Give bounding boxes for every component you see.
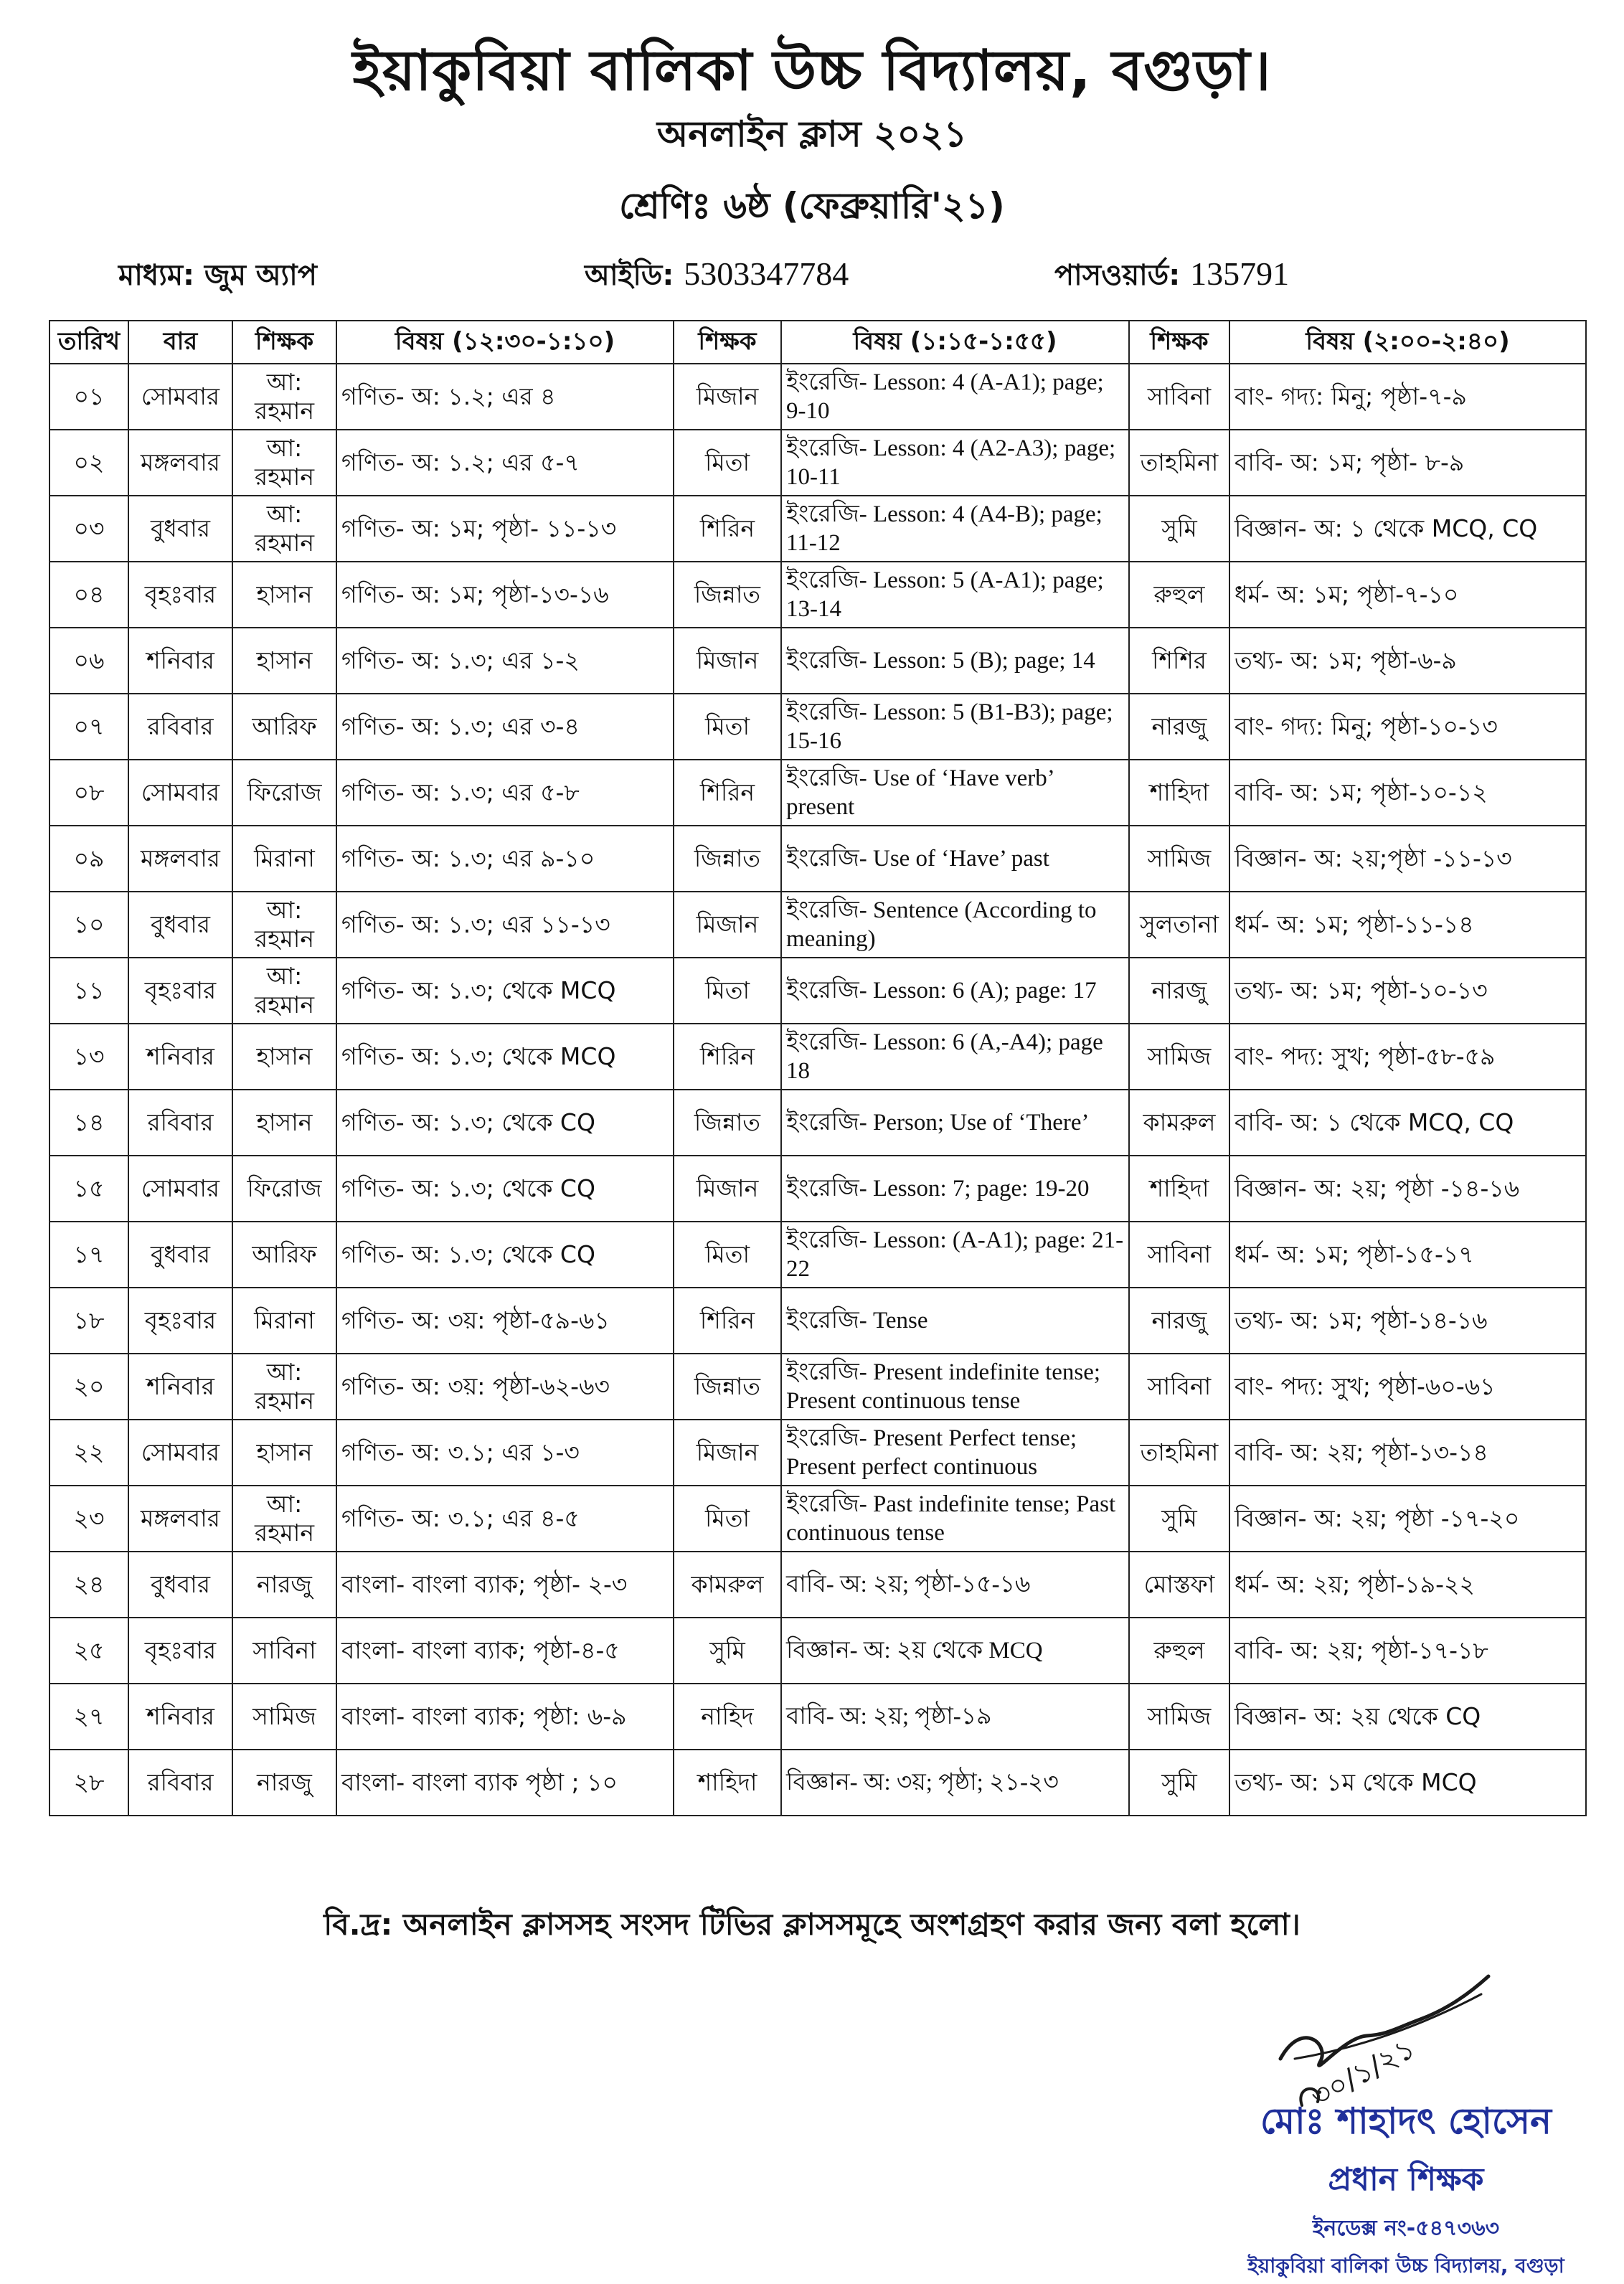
subject-cell: তথ্য- অ: ১ম; পৃষ্ঠা-৬-৯ [1229, 628, 1586, 694]
teacher-cell: মিতা [674, 694, 781, 760]
teacher-cell: মিজান [674, 364, 781, 430]
subject-cell: গণিত- অ: ৩.১; এর ১-৩ [336, 1420, 674, 1486]
subject-cell: ইংরেজি- Lesson: 5 (A-A1); page; 13-14 [781, 562, 1129, 628]
table-row [49, 1750, 1586, 1816]
subject-cell: ধর্ম- অ: ১ম; পৃষ্ঠা-১৫-১৭ [1229, 1222, 1586, 1288]
date-cell: ১১ [49, 958, 128, 1024]
subject-cell: গণিত- অ: ১.৩; থেকে MCQ [336, 1024, 674, 1090]
teacher-cell: শাহিদা [674, 1750, 781, 1816]
date-cell: ২৪ [49, 1552, 128, 1618]
teacher-cell: মিরানা [232, 826, 336, 892]
table-row [49, 1618, 1586, 1684]
meta-medium [118, 253, 317, 301]
teacher-cell: জিন্নাত [674, 1354, 781, 1420]
teacher-cell: আ: রহমান [232, 430, 336, 496]
teacher-cell: মিতা [674, 1486, 781, 1552]
date-cell: ১৩ [49, 1024, 128, 1090]
subject-cell: ইংরেজি- Use of ‘Have’ past [781, 826, 1129, 892]
document-subtitle: অনলাইন ক্লাস ২০২১ [656, 113, 968, 155]
table-row [49, 1222, 1586, 1288]
footer-note: বি.দ্র: অনলাইন ক্লাসসহ সংসদ টিভির ক্লাসসমূহে অংশগ্রহণ করার জন্য বলা হলো। [324, 1907, 1300, 1942]
teacher-cell: রুহুল [1129, 1618, 1229, 1684]
subject-cell: ইংরেজি- Lesson: 4 (A2-A3); page; 10-11 [781, 430, 1129, 496]
teacher-cell: মিতা [674, 430, 781, 496]
table-row [49, 892, 1586, 958]
subject-cell: বাংলা- বাংলা ব্যাক; পৃষ্ঠা- ২-৩ [336, 1552, 674, 1618]
teacher-cell: কামরুল [674, 1552, 781, 1618]
date-cell: ২৮ [49, 1750, 128, 1816]
teacher-cell: সুমি [1129, 1750, 1229, 1816]
day-cell: শনিবার [128, 628, 232, 694]
day-cell: বৃহঃবার [128, 1288, 232, 1354]
teacher-cell: সামিজ [1129, 1024, 1229, 1090]
subject-cell: বাবি- অ: ২য়; পৃষ্ঠা-১৭-১৮ [1229, 1618, 1586, 1684]
table-row [49, 430, 1586, 496]
date-cell: ০৬ [49, 628, 128, 694]
day-cell: সোমবার [128, 1156, 232, 1222]
subject-cell: গণিত- অ: ১.৩; থেকে MCQ [336, 958, 674, 1024]
day-cell: শনিবার [128, 1354, 232, 1420]
date-cell: ২৩ [49, 1486, 128, 1552]
subject-cell: বাবি- অ: ১ম; পৃষ্ঠা-১০-১২ [1229, 760, 1586, 826]
teacher-cell: নারজু [1129, 1288, 1229, 1354]
table-row [49, 1552, 1586, 1618]
teacher-cell: হাসান [232, 1420, 336, 1486]
column-header: তারিখ [49, 321, 128, 364]
subject-cell: বাবি- অ: ২য়; পৃষ্ঠা-১৫-১৬ [781, 1552, 1129, 1618]
teacher-cell: জিন্নাত [674, 826, 781, 892]
table-row [49, 1024, 1586, 1090]
table-row [49, 826, 1586, 892]
stamp-index: ইনডেক্স নং-৫৪৭৩৬৩ [1312, 2216, 1500, 2241]
teacher-cell: সাবিনা [1129, 364, 1229, 430]
table-row [49, 760, 1586, 826]
teacher-cell: আ: রহমান [232, 958, 336, 1024]
teacher-cell: হাসান [232, 1024, 336, 1090]
stamp-title: প্রধান শিক্ষক [1328, 2161, 1484, 2198]
table-row [49, 1090, 1586, 1156]
teacher-cell: নারজু [232, 1750, 336, 1816]
subject-cell: বাবি- অ: ২য়; পৃষ্ঠা-১৯ [781, 1684, 1129, 1750]
subject-cell: ইংরেজি- Lesson: 5 (B1-B3); page; 15-16 [781, 694, 1129, 760]
subject-cell: বাংলা- বাংলা ব্যাক; পৃষ্ঠা-৪-৫ [336, 1618, 674, 1684]
stamp-name: মোঃ শাহাদৎ হোসেন [1260, 2100, 1552, 2142]
teacher-cell: সামিজ [1129, 826, 1229, 892]
date-cell: ১৪ [49, 1090, 128, 1156]
teacher-cell: নারজু [1129, 694, 1229, 760]
teacher-cell: ফিরোজ [232, 1156, 336, 1222]
teacher-cell: আ: রহমান [232, 364, 336, 430]
meta-id [585, 253, 849, 301]
teacher-cell: নাহিদ [674, 1684, 781, 1750]
subject-cell: গণিত- অ: ১.৩; থেকে CQ [336, 1156, 674, 1222]
subject-cell: বাবি- অ: ২য়; পৃষ্ঠা-১৩-১৪ [1229, 1420, 1586, 1486]
teacher-cell: শিরিন [674, 1288, 781, 1354]
teacher-cell: নারজু [232, 1552, 336, 1618]
meta-password [1054, 253, 1289, 301]
date-cell: ২৭ [49, 1684, 128, 1750]
subject-cell: ইংরেজি- Present Perfect tense; Present perfect continuous [781, 1420, 1129, 1486]
teacher-cell: মোস্তফা [1129, 1552, 1229, 1618]
subject-cell: গণিত- অ: ১.৩; এর ৫-৮ [336, 760, 674, 826]
column-header: বিষয় (১২:৩০-১:১০) [336, 321, 674, 364]
teacher-cell: সুমি [674, 1618, 781, 1684]
teacher-cell: ফিরোজ [232, 760, 336, 826]
teacher-cell: শিশির [1129, 628, 1229, 694]
day-cell: বুধবার [128, 1552, 232, 1618]
teacher-cell: সামিজ [232, 1684, 336, 1750]
subject-cell: গণিত- অ: ৩.১; এর ৪-৫ [336, 1486, 674, 1552]
column-header: বার [128, 321, 232, 364]
teacher-cell: সুলতানা [1129, 892, 1229, 958]
table-row [49, 562, 1586, 628]
teacher-cell: মিতা [674, 958, 781, 1024]
teacher-cell: সাবিনা [232, 1618, 336, 1684]
subject-cell: ইংরেজি- Past indefinite tense; Past continuous tense [781, 1486, 1129, 1552]
subject-cell: বাং- পদ্য: সুখ; পৃষ্ঠা-৫৮-৫৯ [1229, 1024, 1586, 1090]
day-cell: সোমবার [128, 1420, 232, 1486]
subject-cell: বিজ্ঞান- অ: ৩য়; পৃষ্ঠা; ২১-২৩ [781, 1750, 1129, 1816]
teacher-cell: শিরিন [674, 760, 781, 826]
subject-cell: গণিত- অ: ১.৩; এর ১১-১৩ [336, 892, 674, 958]
date-cell: ১৫ [49, 1156, 128, 1222]
teacher-cell: আরিফ [232, 1222, 336, 1288]
table-row [49, 1486, 1586, 1552]
subject-cell: তথ্য- অ: ১ম থেকে MCQ [1229, 1750, 1586, 1816]
teacher-cell: শাহিদা [1129, 1156, 1229, 1222]
school-title: ইয়াকুবিয়া বালিকা উচ্চ বিদ্যালয়, বগুড়া। [352, 39, 1272, 103]
day-cell: বুধবার [128, 496, 232, 562]
subject-cell: গণিত- অ: ১.২; এর ৫-৭ [336, 430, 674, 496]
subject-cell: তথ্য- অ: ১ম; পৃষ্ঠা-১০-১৩ [1229, 958, 1586, 1024]
subject-cell: গণিত- অ: ১.৩; থেকে CQ [336, 1090, 674, 1156]
day-cell: বৃহঃবার [128, 562, 232, 628]
teacher-cell: রুহুল [1129, 562, 1229, 628]
day-cell: মঙ্গলবার [128, 1486, 232, 1552]
subject-cell: বাবি- অ: ১ থেকে MCQ, CQ [1229, 1090, 1586, 1156]
subject-cell: গণিত- অ: ১.৩; এর ৩-৪ [336, 694, 674, 760]
teacher-cell: মিজান [674, 1420, 781, 1486]
teacher-cell: হাসান [232, 562, 336, 628]
subject-cell: বিজ্ঞান- অ: ২য়; পৃষ্ঠা -১৪-১৬ [1229, 1156, 1586, 1222]
routine-table [49, 320, 1587, 1816]
teacher-cell: শাহিদা [1129, 760, 1229, 826]
subject-cell: গণিত- অ: ১ম; পৃষ্ঠা-১৩-১৬ [336, 562, 674, 628]
day-cell: রবিবার [128, 1750, 232, 1816]
teacher-cell: মিতা [674, 1222, 781, 1288]
teacher-cell: মিজান [674, 1156, 781, 1222]
table-row [49, 694, 1586, 760]
column-header: বিষয় (১:১৫-১:৫৫) [781, 321, 1129, 364]
column-header: শিক্ষক [232, 321, 336, 364]
signature-date: ৩০/১/২১ [1306, 2031, 1421, 2114]
table-row [49, 628, 1586, 694]
subject-cell: বাং- গদ্য: মিনু; পৃষ্ঠা-১০-১৩ [1229, 694, 1586, 760]
medium-label: মাধ্যম: [118, 259, 195, 292]
day-cell: সোমবার [128, 760, 232, 826]
teacher-cell: কামরুল [1129, 1090, 1229, 1156]
subject-cell: গণিত- অ: ১.৩; এর ৯-১০ [336, 826, 674, 892]
day-cell: বুধবার [128, 1222, 232, 1288]
subject-cell: ইংরেজি- Lesson: (A-A1); page: 21-22 [781, 1222, 1129, 1288]
subject-cell: ইংরেজি- Person; Use of ‘There’ [781, 1090, 1129, 1156]
subject-cell: বিজ্ঞান- অ: ১ থেকে MCQ, CQ [1229, 496, 1586, 562]
day-cell: বৃহঃবার [128, 1618, 232, 1684]
teacher-cell: জিন্নাত [674, 1090, 781, 1156]
subject-cell: বাবি- অ: ১ম; পৃষ্ঠা- ৮-৯ [1229, 430, 1586, 496]
subject-cell: গণিত- অ: ৩য়: পৃষ্ঠা-৫৯-৬১ [336, 1288, 674, 1354]
date-cell: ১৭ [49, 1222, 128, 1288]
subject-cell: ইংরেজি- Tense [781, 1288, 1129, 1354]
subject-cell: ইংরেজি- Lesson: 6 (A,-A4); page 18 [781, 1024, 1129, 1090]
subject-cell: ইংরেজি- Lesson: 7; page: 19-20 [781, 1156, 1129, 1222]
subject-cell: গণিত- অ: ১ম; পৃষ্ঠা- ১১-১৩ [336, 496, 674, 562]
subject-cell: বিজ্ঞান- অ: ২য়; পৃষ্ঠা -১৭-২০ [1229, 1486, 1586, 1552]
class-line: শ্রেণিঃ ৬ষ্ঠ (ফেব্রুয়ারি'২১) [619, 185, 1005, 227]
table-row [49, 364, 1586, 430]
subject-cell: ইংরেজি- Lesson: 5 (B); page; 14 [781, 628, 1129, 694]
signature [1252, 1951, 1496, 2116]
teacher-cell: আ: রহমান [232, 892, 336, 958]
medium-value: জুম অ্যাপ [204, 259, 317, 292]
day-cell: বৃহঃবার [128, 958, 232, 1024]
teacher-cell: নারজু [1129, 958, 1229, 1024]
teacher-cell: মিরানা [232, 1288, 336, 1354]
column-header: শিক্ষক [1129, 321, 1229, 364]
subject-cell: বাংলা- বাংলা ব্যাক পৃষ্ঠা ; ১০ [336, 1750, 674, 1816]
teacher-cell: তাহমিনা [1129, 430, 1229, 496]
subject-cell: ইংরেজি- Lesson: 4 (A-A1); page; 9-10 [781, 364, 1129, 430]
date-cell: ২২ [49, 1420, 128, 1486]
teacher-cell: সাবিনা [1129, 1354, 1229, 1420]
table-row [49, 1684, 1586, 1750]
table-row [49, 496, 1586, 562]
subject-cell: ইংরেজি- Sentence (According to meaning) [781, 892, 1129, 958]
date-cell: ০৭ [49, 694, 128, 760]
day-cell: শনিবার [128, 1684, 232, 1750]
password-label: পাসওয়ার্ড: [1054, 259, 1181, 292]
subject-cell: ইংরেজি- Present indefinite tense; Present continuous tense [781, 1354, 1129, 1420]
day-cell: মঙ্গলবার [128, 430, 232, 496]
teacher-cell: তাহমিনা [1129, 1420, 1229, 1486]
subject-cell: বিজ্ঞান- অ: ২য় থেকে CQ [1229, 1684, 1586, 1750]
teacher-cell: সাবিনা [1129, 1222, 1229, 1288]
stamp-school: ইয়াকুবিয়া বালিকা উচ্চ বিদ্যালয়, বগুড়া [1247, 2254, 1564, 2278]
subject-cell: গণিত- অ: ১.৩; এর ১-২ [336, 628, 674, 694]
headmaster-stamp [1234, 2095, 1578, 2284]
column-header: শিক্ষক [674, 321, 781, 364]
day-cell: সোমবার [128, 364, 232, 430]
date-cell: ২০ [49, 1354, 128, 1420]
date-cell: ১৮ [49, 1288, 128, 1354]
date-cell: ০৪ [49, 562, 128, 628]
subject-cell: বাংলা- বাংলা ব্যাক; পৃষ্ঠা: ৬-৯ [336, 1684, 674, 1750]
teacher-cell: হাসান [232, 1090, 336, 1156]
date-cell: ০৮ [49, 760, 128, 826]
date-cell: ০৯ [49, 826, 128, 892]
subject-cell: তথ্য- অ: ১ম; পৃষ্ঠা-১৪-১৬ [1229, 1288, 1586, 1354]
teacher-cell: সুমি [1129, 1486, 1229, 1552]
teacher-cell: জিন্নাত [674, 562, 781, 628]
teacher-cell: শিরিন [674, 1024, 781, 1090]
subject-cell: ধর্ম- অ: ১ম; পৃষ্ঠা-১১-১৪ [1229, 892, 1586, 958]
day-cell: রবিবার [128, 694, 232, 760]
subject-cell: গণিত- অ: ৩য়: পৃষ্ঠা-৬২-৬৩ [336, 1354, 674, 1420]
teacher-cell: মিজান [674, 628, 781, 694]
teacher-cell: আ: রহমান [232, 496, 336, 562]
subject-cell: ইংরেজি- Lesson: 6 (A); page: 17 [781, 958, 1129, 1024]
day-cell: বুধবার [128, 892, 232, 958]
teacher-cell: আ: রহমান [232, 1486, 336, 1552]
table-row [49, 1288, 1586, 1354]
table-row [49, 1420, 1586, 1486]
date-cell: ০৩ [49, 496, 128, 562]
teacher-cell: সুমি [1129, 496, 1229, 562]
date-cell: ০১ [49, 364, 128, 430]
subject-cell: ইংরেজি- Lesson: 4 (A4-B); page; 11-12 [781, 496, 1129, 562]
subject-cell: ধর্ম- অ: ২য়; পৃষ্ঠা-১৯-২২ [1229, 1552, 1586, 1618]
subject-cell: ধর্ম- অ: ১ম; পৃষ্ঠা-৭-১০ [1229, 562, 1586, 628]
teacher-cell: মিজান [674, 892, 781, 958]
id-label: আইডি: [585, 259, 674, 292]
table-header-row [49, 321, 1586, 364]
day-cell: মঙ্গলবার [128, 826, 232, 892]
subject-cell: ইংরেজি- Use of ‘Have verb’ present [781, 760, 1129, 826]
id-value: 5303347784 [684, 255, 849, 292]
password-value: 135791 [1190, 255, 1290, 292]
date-cell: ২৫ [49, 1618, 128, 1684]
subject-cell: গণিত- অ: ১.৩; থেকে CQ [336, 1222, 674, 1288]
day-cell: রবিবার [128, 1090, 232, 1156]
teacher-cell: সামিজ [1129, 1684, 1229, 1750]
table-row [49, 1156, 1586, 1222]
date-cell: ১০ [49, 892, 128, 958]
teacher-cell: আ: রহমান [232, 1354, 336, 1420]
date-cell: ০২ [49, 430, 128, 496]
subject-cell: বিজ্ঞান- অ: ২য়;পৃষ্ঠা -১১-১৩ [1229, 826, 1586, 892]
day-cell: শনিবার [128, 1024, 232, 1090]
table-row [49, 958, 1586, 1024]
table-body [49, 364, 1586, 1816]
teacher-cell: শিরিন [674, 496, 781, 562]
subject-cell: বাং- পদ্য: সুখ; পৃষ্ঠা-৬০-৬১ [1229, 1354, 1586, 1420]
column-header: বিষয় (২:০০-২:৪০) [1229, 321, 1586, 364]
teacher-cell: হাসান [232, 628, 336, 694]
table-row [49, 1354, 1586, 1420]
subject-cell: বাং- গদ্য: মিনু; পৃষ্ঠা-৭-৯ [1229, 364, 1586, 430]
teacher-cell: আরিফ [232, 694, 336, 760]
subject-cell: বিজ্ঞান- অ: ২য় থেকে MCQ [781, 1618, 1129, 1684]
subject-cell: গণিত- অ: ১.২; এর ৪ [336, 364, 674, 430]
